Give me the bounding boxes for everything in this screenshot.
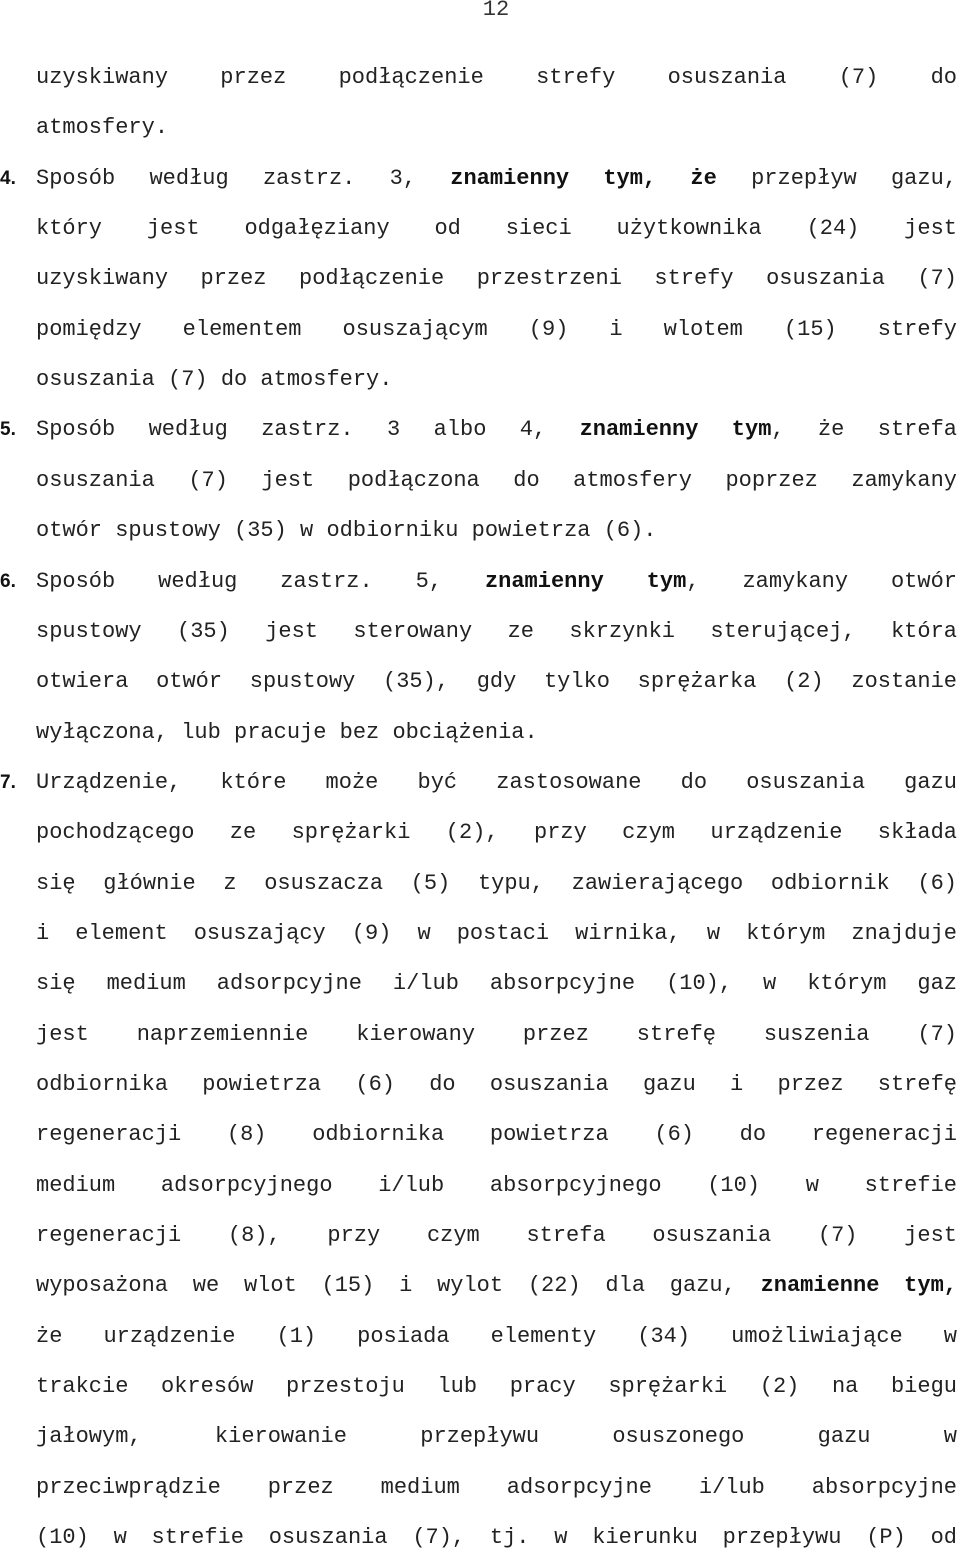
line-text-rest: , zamykany otwór xyxy=(686,569,957,594)
line-text: medium adsorpcyjnego i/lub absorpcyjnego (10) w strefie xyxy=(36,1173,957,1198)
claim-number: 7. xyxy=(0,772,16,793)
bold-phrase: znamienne tym, xyxy=(760,1273,957,1298)
text-line xyxy=(36,1412,957,1462)
bold-phrase: znamienny tym, że xyxy=(450,166,717,191)
text-line xyxy=(36,103,957,153)
line-text: regeneracji (8) odbiornika powietrza (6) do regeneracji xyxy=(36,1122,957,1147)
line-text: przeciwprądzie przez medium adsorpcyjne i/lub absorpcyjne xyxy=(36,1475,957,1500)
line-text: który jest odgałęziany od sieci użytkownika (24) jest xyxy=(36,216,957,241)
line-text: trakcie okresów przestoju lub pracy sprężarki (2) na biegu xyxy=(36,1374,957,1399)
text-line xyxy=(36,909,957,959)
text-line xyxy=(36,607,957,657)
line-text: otwór spustowy (35) w odbiorniku powietrza (6). xyxy=(36,518,657,543)
text-line xyxy=(36,1060,957,1110)
text-line xyxy=(36,254,957,304)
line-text: osuszania (7) jest podłączona do atmosfery poprzez zamykany xyxy=(36,468,957,493)
text-line xyxy=(36,758,957,808)
text-line xyxy=(36,1312,957,1362)
text-line xyxy=(36,1010,957,1060)
text-line xyxy=(36,506,957,556)
text-line xyxy=(36,53,957,103)
line-text: atmosfery. xyxy=(36,115,169,140)
text-line xyxy=(36,1362,957,1412)
text-line xyxy=(36,1513,957,1563)
text-line xyxy=(36,708,957,758)
text-line xyxy=(36,1211,957,1261)
line-text: (10) w strefie osuszania (7), tj. w kierunku przepływu (P) od xyxy=(36,1525,957,1550)
claim-number: 5. xyxy=(0,419,16,440)
text-line xyxy=(36,305,957,355)
page-number: 12 xyxy=(482,0,510,22)
text-line xyxy=(36,1161,957,1211)
text-line xyxy=(36,808,957,858)
line-text: się głównie z osuszacza (5) typu, zawierającego odbiornik (6) xyxy=(36,871,957,896)
text-line xyxy=(36,204,957,254)
claim-number: 6. xyxy=(0,571,16,592)
line-text: otwiera otwór spustowy (35), gdy tylko sprężarka (2) zostanie xyxy=(36,669,957,694)
text-line xyxy=(36,859,957,909)
line-text-rest: przepływ gazu, xyxy=(716,166,957,191)
line-text: się medium adsorpcyjne i/lub absorpcyjne (10), w którym gaz xyxy=(36,971,957,996)
line-text: wyłączona, lub pracuje bez obciążenia. xyxy=(36,720,538,745)
text-line xyxy=(36,154,957,204)
line-text: i element osuszający (9) w postaci wirnika, w którym znajduje xyxy=(36,921,957,946)
line-text: wyposażona we wlot (15) i wylot (22) dla gazu, xyxy=(36,1273,761,1298)
line-text: jest naprzemiennie kierowany przez strefę suszenia (7) xyxy=(36,1022,957,1047)
line-text-rest: , że strefa xyxy=(771,417,957,442)
line-text: pochodzącego ze sprężarki (2), przy czym urządzenie składa xyxy=(36,820,957,845)
line-text: regeneracji (8), przy czym strefa osuszania (7) jest xyxy=(36,1223,957,1248)
text-line xyxy=(36,657,957,707)
text-line xyxy=(36,1110,957,1160)
text-line xyxy=(36,456,957,506)
line-text: spustowy (35) jest sterowany ze skrzynki sterującej, która xyxy=(36,619,957,644)
text-line xyxy=(36,355,957,405)
bold-phrase: znamienny tym xyxy=(579,417,772,442)
line-text: Sposób według zastrz. 5, xyxy=(36,569,485,594)
line-text: że urządzenie (1) posiada elementy (34) umożliwiające w xyxy=(36,1324,957,1349)
line-text: Sposób według zastrz. 3 albo 4, xyxy=(36,417,580,442)
line-text: jałowym, kierowanie przepływu osuszonego gazu w xyxy=(36,1424,957,1449)
line-text: Sposób według zastrz. 3, xyxy=(36,166,451,191)
line-text: pomiędzy elementem osuszającym (9) i wlotem (15) strefy xyxy=(36,317,957,342)
text-line xyxy=(36,557,957,607)
text-line xyxy=(36,1261,957,1311)
line-text: uzyskiwany przez podłączenie strefy osuszania (7) do xyxy=(36,65,957,90)
line-text: uzyskiwany przez podłączenie przestrzeni strefy osuszania (7) xyxy=(36,266,957,291)
bold-phrase: znamienny tym xyxy=(484,569,687,594)
text-line xyxy=(36,959,957,1009)
claim-number: 4. xyxy=(0,168,16,189)
text-line xyxy=(36,1463,957,1513)
line-text: osuszania (7) do atmosfery. xyxy=(36,367,393,392)
text-line xyxy=(36,405,957,455)
line-text: Urządzenie, które może być zastosowane do osuszania gazu xyxy=(36,770,957,795)
line-text: odbiornika powietrza (6) do osuszania gazu i przez strefę xyxy=(36,1072,957,1097)
